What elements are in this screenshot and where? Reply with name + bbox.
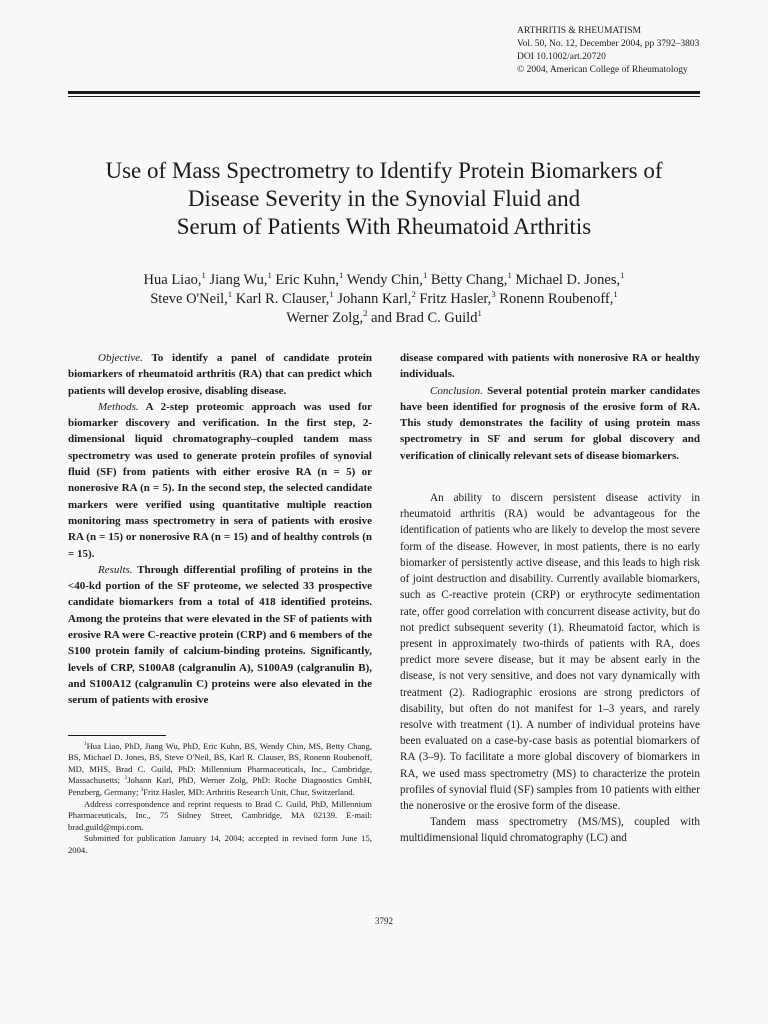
- author-line: [68, 290, 700, 309]
- author-name: Ronenn Roubenoff,: [499, 291, 614, 307]
- abstract-text: To identify a panel of candidate protein biomarkers of rheumatoid arthritis (RA) that can predict which patients will develop erosive, disabling disease.: [68, 352, 372, 397]
- title-line: Use of Mass Spectrometry to Identify Protein Biomarkers of: [105, 158, 663, 183]
- abstract-methods: [68, 399, 372, 562]
- article-body: [400, 490, 700, 846]
- author-affiliation: 1: [620, 270, 625, 281]
- author-name: Johann Karl,: [337, 291, 412, 307]
- abstract-heading: Results.: [98, 563, 133, 576]
- footnote-submitted: Submitted for publication January 14, 2004; accepted in revised form June 15, 2004.: [68, 833, 372, 855]
- footnote-text: Hua Liao, PhD, Jiang Wu, PhD, Eric Kuhn, BS, Wendy Chin, MS, Betty Chang, BS, Michael D. Jones, BS, Steve O'Neil, BS, Karl R. Clauser, BS, Ronenn Roubenoff, MD, MHS, Brad C. Guild, PhD: Millennium Pharmaceuticals, Inc., Cambridge, Massachusetts;: [68, 740, 372, 786]
- author-affiliation: 1: [507, 270, 512, 281]
- author-affiliation: 2: [411, 289, 416, 300]
- author-name: Steve O'Neil,: [150, 291, 228, 307]
- footnotes: [68, 741, 372, 857]
- title-line: Serum of Patients With Rheumatoid Arthritis: [176, 214, 592, 239]
- abstract-text: A 2-step proteomic approach was used for biomarker discovery and verification. In the first step, 2-dimensional liquid chromatography–coupled tandem mass spectrometry was used to generate protein profiles of synovial fluid (SF) from patients with either erosive RA (n = 5) or nonerosive RA (n = 5). In the second step, the selected candidate markers were verified using quantitative multiple reaction monitoring mass spectrometry in sera of patients with erosive RA (n = 15) or nonerosive RA (n = 15) and of healthy controls (n = 15).: [68, 400, 372, 560]
- author-affiliation: 1: [477, 308, 482, 319]
- abstract-objective: [68, 350, 372, 399]
- author-affiliation: 3: [491, 289, 496, 300]
- header-rule-thick: [68, 91, 700, 94]
- left-column: [68, 350, 372, 856]
- journal-name: ARTHRITIS & RHEUMATISM: [517, 26, 641, 36]
- author-name: Michael D. Jones,: [515, 272, 621, 288]
- author-name: and Brad C. Guild: [371, 310, 478, 326]
- abstract-conclusion: [400, 383, 700, 464]
- abstract-heading: Methods.: [98, 400, 139, 413]
- footnote-sup: 1: [84, 740, 87, 747]
- journal-copyright: © 2004, American College of Rheumatology: [517, 65, 688, 75]
- author-affiliation: 1: [422, 270, 428, 281]
- abstract-results: [68, 562, 372, 709]
- journal-doi: DOI 10.1002/art.20720: [517, 52, 606, 62]
- author-name: Betty Chang,: [430, 272, 508, 288]
- footnote-correspondence: Address correspondence and reprint requests to Brad C. Guild, PhD, Millennium Pharmaceuticals, Inc., 75 Sidney Street, Cambridge, MA 02139. E-mail: brad.guild@mpi.com.: [68, 798, 372, 832]
- abstract-text: Several potential protein marker candidates have been identified for prognosis of the erosive form of RA. This study demonstrates the facility of using protein mass spectrometry in SF and serum for global discovery and verification of clinically relevant sets of disease biomarkers.: [400, 384, 700, 462]
- abstract-text: Through differential profiling of proteins in the <40-kd portion of the SF proteome, we selected 33 prospective candidate biomarkers from a total of 418 identified proteins. Among the proteins that were elevated in the SF of patients with erosive RA were C-reactive protein (CRP) and 6 members of the S100 protein family of calcium-binding proteins. Significantly, levels of CRP, S100A8 (calgranulin A), S100A9 (calgranulin B), and S100A12 (calgranulin C) proteins were also elevated in the serum of patients with erosive: [68, 563, 372, 707]
- journal-header: [517, 25, 699, 77]
- title-line: Disease Severity in the Synovial Fluid and: [187, 186, 581, 211]
- author-line: [68, 271, 700, 290]
- abstract-results-continued: disease compared with patients with nonerosive RA or healthy individuals.: [400, 352, 700, 381]
- author-name: Jiang Wu,: [209, 272, 268, 288]
- author-affiliation: 1: [201, 270, 206, 281]
- author-line: [68, 309, 700, 328]
- body-paragraph: An ability to discern persistent disease activity in rheumatoid arthritis (RA) would be advantageous for the identification of patients who are likely to develop the most severe form of the disease. However, in most patients, there is no early biomarker of persistently active disease, and this leads to high risk of joint destruction and disability. Currently available biomarkers, such as C-reactive protein (CRP) or erythrocyte sedimentation rate, offer good correlation with concurrent disease activity, but do not predict subsequent severity (1). Rheumatoid factor, which is present in approximately two-thirds of patients with RA, does predict more severe disease, but it may be absent early in the disease, is not very sensitive, and does not vary dynamically with treatment (2). Radiographic erosions are strong predictors of disability, but often do not manifest for 1–3 years, and rarely resolve with treatment (1). A number of individual proteins have been evaluated on a case-by-case basis as potential biomarkers of RA (3–9). To facilitate a more global discovery of biomarkers in RA, we used mass spectrometry (MS) to characterize the protein profiles of synovial fluid (SF) samples from 10 patients with either the nonerosive or the erosive form of the disease.: [400, 492, 700, 812]
- journal-volume: Vol. 50, No. 12, December 2004, pp 3792–3803: [517, 39, 700, 49]
- author-affiliation: 1: [329, 289, 334, 300]
- author-name: Fritz Hasler,: [419, 291, 492, 307]
- footnote-sup: 3: [140, 787, 144, 794]
- author-affiliation: 1: [339, 270, 344, 281]
- author-name: Karl R. Clauser,: [235, 291, 330, 307]
- abstract-heading: Conclusion.: [430, 384, 483, 397]
- author-affiliation: 2: [363, 308, 368, 319]
- body-paragraph: Tandem mass spectrometry (MS/MS), coupled with multidimensional liquid chromatography (LC) and: [400, 816, 700, 845]
- author-name: Hua Liao,: [143, 272, 202, 288]
- footnote-rule: [68, 735, 166, 736]
- author-affiliation: 1: [613, 289, 618, 300]
- author-list: [68, 271, 700, 328]
- abstract-heading: Objective.: [98, 352, 143, 364]
- author-name: Wendy Chin,: [346, 272, 423, 288]
- author-name: Werner Zolg,: [286, 310, 364, 326]
- footnote-affiliations: [68, 741, 372, 799]
- author-name: Eric Kuhn,: [275, 272, 340, 288]
- header-rule-thin: [68, 96, 700, 97]
- author-affiliation: 1: [267, 270, 272, 281]
- footnote-text: Fritz Hasler, MD: Arthritis Research Unit, Chur, Switzerland.: [143, 786, 355, 797]
- page-number: 3792: [375, 916, 393, 926]
- right-column: [400, 350, 700, 847]
- footnote-text: Johann Karl, PhD, Werner Zolg, PhD: Roche Diagnostics GmbH, Penzberg, Germany;: [68, 775, 372, 797]
- author-affiliation: 1: [227, 289, 233, 300]
- article-title: [68, 157, 700, 241]
- footnote-sup: 2: [124, 775, 128, 782]
